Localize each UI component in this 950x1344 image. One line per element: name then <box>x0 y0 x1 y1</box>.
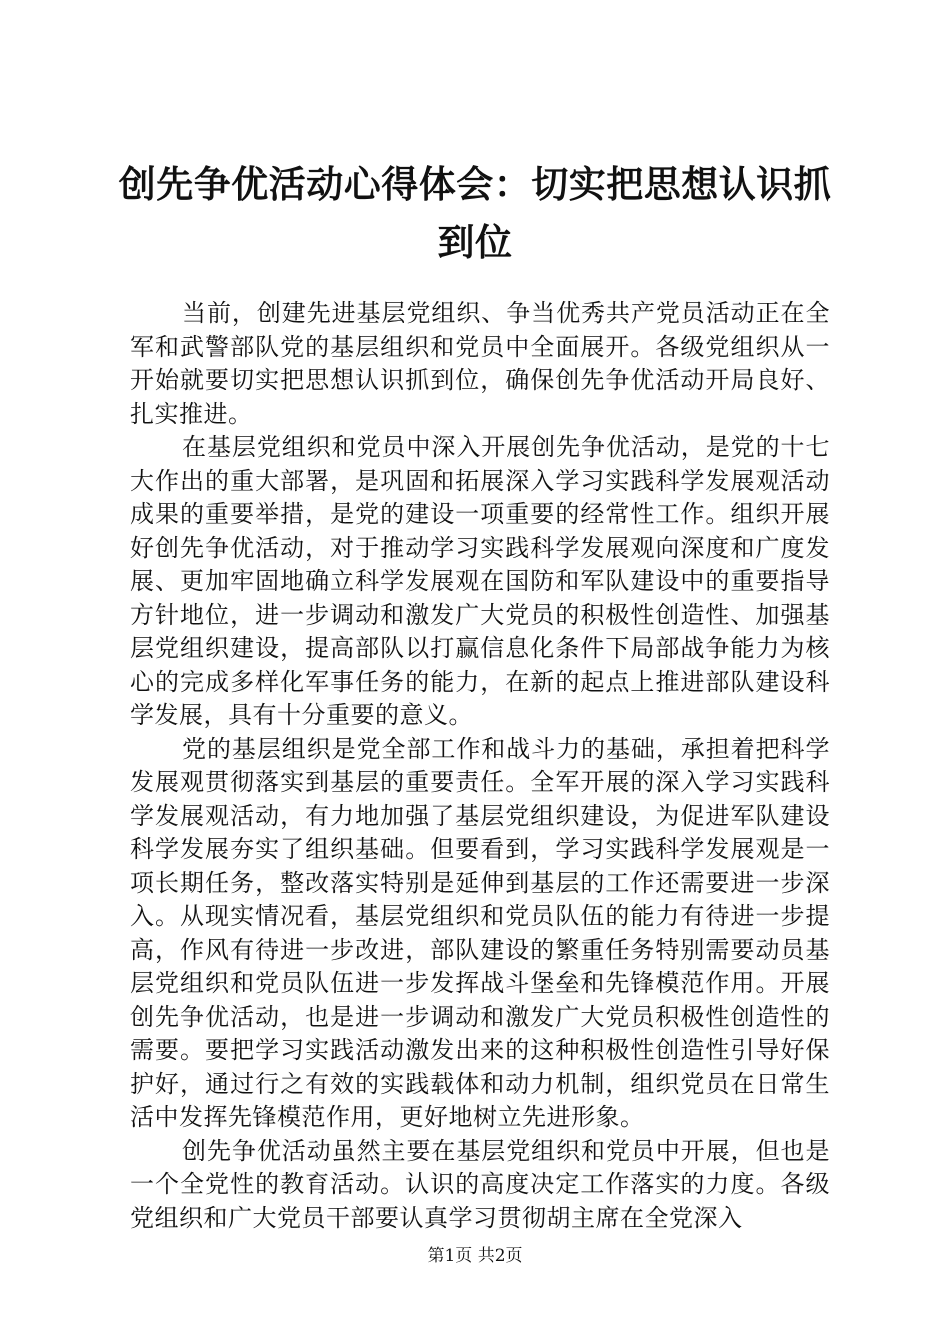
document-body <box>130 297 830 1235</box>
document-title: 创先争优活动心得体会：切实把思想认识抓到位 <box>118 163 832 264</box>
paragraph: 在基层党组织和党员中深入开展创先争优活动，是党的十七大作出的重大部署，是巩固和拓展深入学习实践科学发展观活动成果的重要举措，是党的建设一项重要的经常性工作。组织开展好创先争优活动，对于推动学习实践科学发展观向深度和广度发展、更加牢固地确立科学发展观在国防和军队建设中的重要指导方针地位，进一步调动和激发广大党员的积极性创造性、加强基层党组织建设，提高部队以打赢信息化条件下局部战争能力为核心的完成多样化军事任务的能力，在新的起点上推进部队建设科学发展，具有十分重要的意义。 <box>130 433 830 729</box>
paragraph: 党的基层组织是党全部工作和战斗力的基础，承担着把科学发展观贯彻落实到基层的重要责任。全军开展的深入学习实践科学发展观活动，有力地加强了基层党组织建设，为促进军队建设科学发展夯实了组织基础。但要看到，学习实践科学发展观是一项长期任务，整改落实特别是延伸到基层的工作还需要进一步深入。从现实情况看，基层党组织和党员队伍的能力有待进一步提高，作风有待进一步改进，部队建设的繁重任务特别需要动员基层党组织和党员队伍进一步发挥战斗堡垒和先锋模范作用。开展创先争优活动，也是进一步调动和激发广大党员积极性创造性的需要。要把学习实践活动激发出来的这种积极性创造性引导好保护好，通过行之有效的实践载体和动力机制，组织党员在日常生活中发挥先锋模范作用，更好地树立先进形象。 <box>130 734 830 1131</box>
paragraph: 当前，创建先进基层党组织、争当优秀共产党员活动正在全军和武警部队党的基层组织和党员中全面展开。各级党组织从一开始就要切实把思想认识抓到位，确保创先争优活动开局良好、扎实推进。 <box>130 299 830 428</box>
page-number-footer: 第1页 共2页 <box>427 1246 523 1266</box>
paragraph: 创先争优活动虽然主要在基层党组织和党员中开展，但也是一个全党性的教育活动。认识的高度决定工作落实的力度。各级党组织和广大党员干部要认真学习贯彻胡主席在全党深入 <box>130 1136 830 1232</box>
